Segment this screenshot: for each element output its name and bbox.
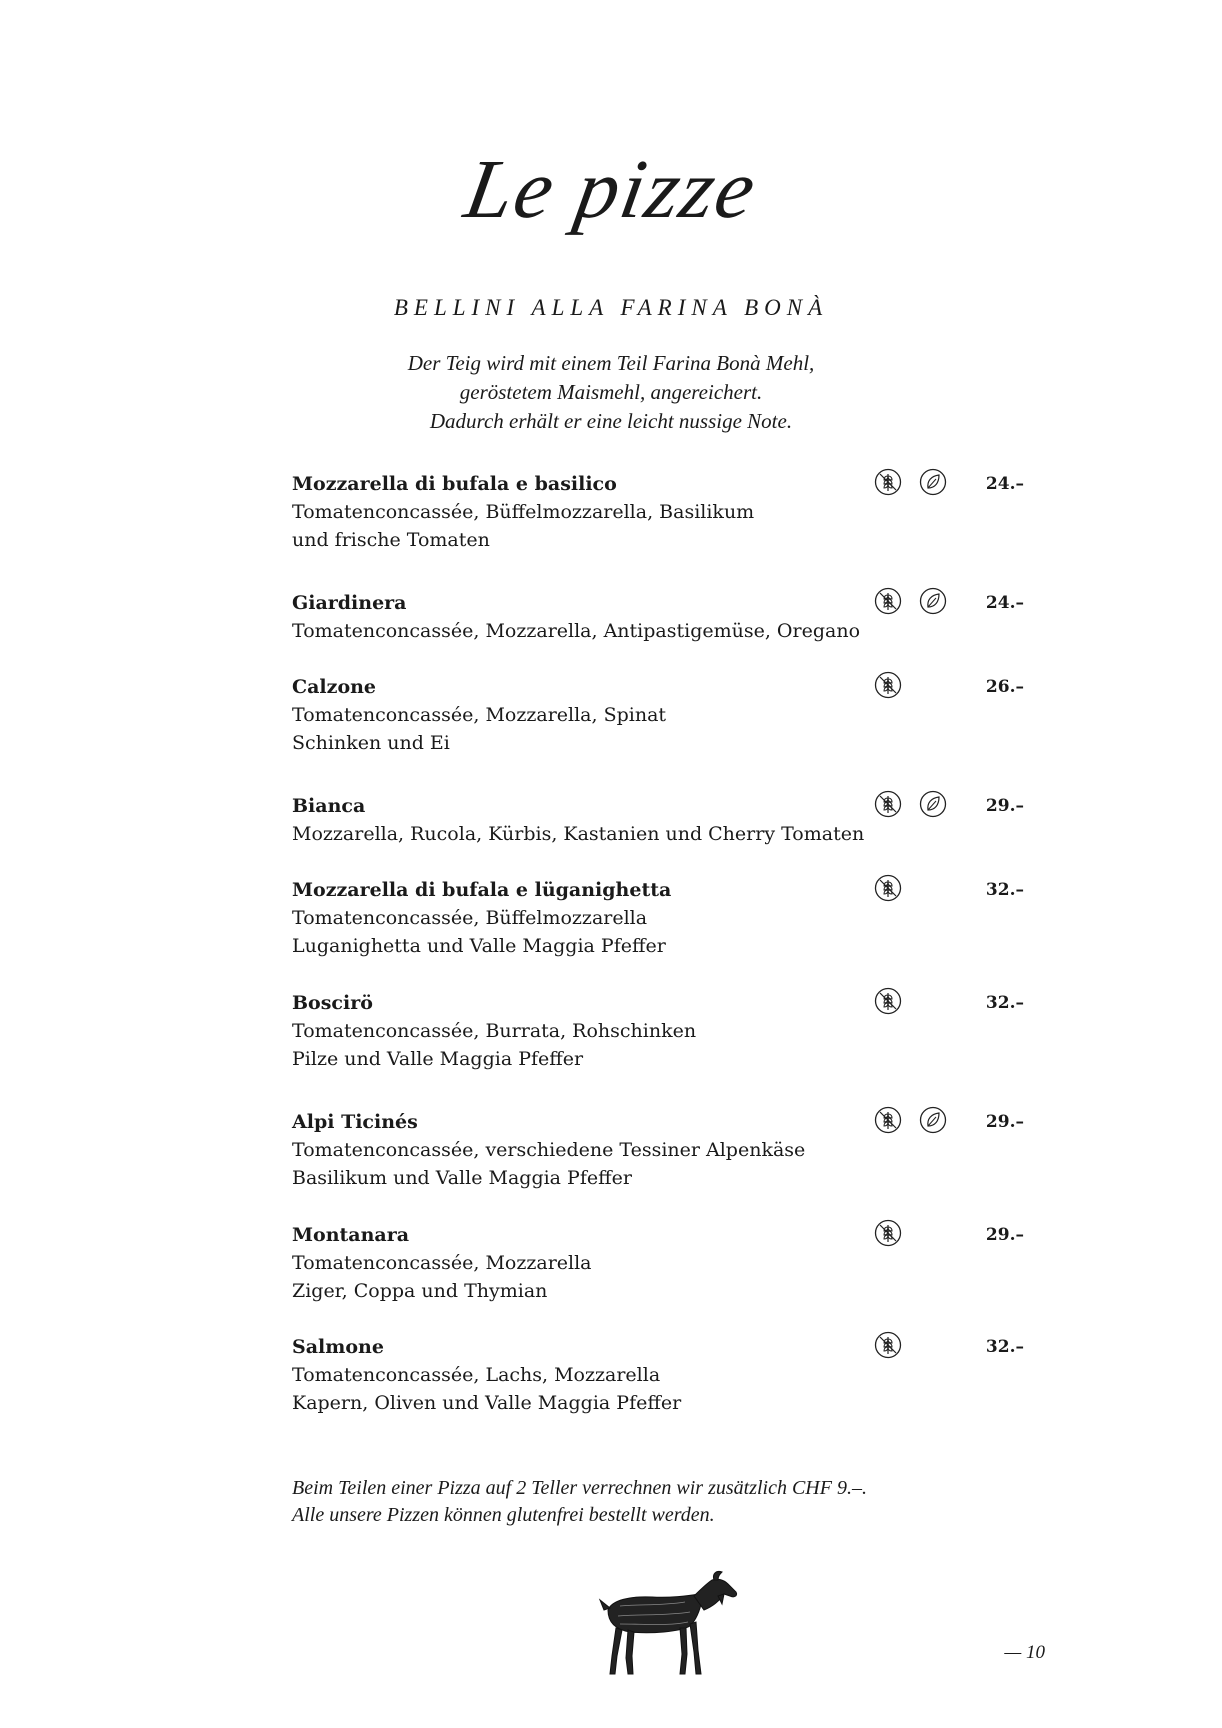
wheat-icon (874, 671, 902, 699)
item-price: 29.– (985, 1225, 1024, 1245)
menu-item (292, 792, 1032, 848)
item-name: Calzone (292, 676, 377, 698)
wheat-icon (874, 468, 902, 496)
intro-line: geröstetem Maismehl, angereichert. (459, 380, 763, 404)
item-description: Tomatenconcassée, verschiedene Tessiner Alpenkäse (292, 1139, 806, 1161)
item-name: Mozzarella di bufala e basilico (292, 473, 617, 495)
goat-illustration (590, 1570, 740, 1680)
item-price: 26.– (985, 677, 1024, 697)
intro-text (0, 349, 1222, 436)
item-price: 24.– (985, 593, 1024, 613)
item-description: Tomatenconcassée, Büffelmozzarella, Basilikum (292, 501, 755, 523)
leaf-icon (919, 1106, 947, 1134)
wheat-icon (874, 790, 902, 818)
leaf-icon (919, 587, 947, 615)
item-description: Tomatenconcassée, Büffelmozzarella (292, 907, 648, 929)
item-name: Alpi Ticinés (292, 1111, 418, 1133)
footnote-line: Beim Teilen einer Pizza auf 2 Teller verrechnen wir zusätzlich CHF 9.–. (292, 1477, 867, 1499)
item-description: und frische Tomaten (292, 529, 490, 551)
item-description: Pilze und Valle Maggia Pfeffer (292, 1048, 584, 1070)
menu-item (292, 876, 1032, 960)
item-description: Tomatenconcassée, Burrata, Rohschinken (292, 1020, 697, 1042)
item-description: Tomatenconcassée, Mozzarella (292, 1252, 592, 1274)
footnote (292, 1475, 1032, 1529)
item-description: Basilikum und Valle Maggia Pfeffer (292, 1167, 632, 1189)
item-name: Giardinera (292, 592, 407, 614)
item-description: Tomatenconcassée, Lachs, Mozzarella (292, 1364, 661, 1386)
menu-item (292, 1108, 1032, 1192)
intro-line: Dadurch erhält er eine leicht nussige Note. (429, 409, 793, 433)
wheat-icon (874, 587, 902, 615)
item-price: 32.– (985, 993, 1024, 1013)
item-name: Bianca (292, 795, 366, 817)
section-subtitle: BELLINI ALLA FARINA BONÀ (393, 295, 829, 320)
item-price: 24.– (985, 474, 1024, 494)
item-price: 29.– (985, 796, 1024, 816)
item-description: Luganighetta und Valle Maggia Pfeffer (292, 935, 666, 957)
menu-item (292, 1221, 1032, 1305)
wheat-icon (874, 874, 902, 902)
wheat-icon (874, 987, 902, 1015)
item-name: Salmone (292, 1336, 384, 1358)
item-description: Ziger, Coppa und Thymian (292, 1280, 548, 1302)
item-name: Boscirö (292, 992, 373, 1014)
wheat-icon (874, 1219, 902, 1247)
item-description: Tomatenconcassée, Mozzarella, Spinat (292, 704, 667, 726)
menu-item (292, 470, 1032, 554)
intro-line: Der Teig wird mit einem Teil Farina Bonà Mehl, (407, 351, 815, 375)
item-price: 29.– (985, 1112, 1024, 1132)
wheat-icon (874, 1331, 902, 1359)
item-description: Mozzarella, Rucola, Kürbis, Kastanien und Cherry Tomaten (292, 823, 865, 845)
leaf-icon (919, 790, 947, 818)
leaf-icon (919, 468, 947, 496)
page-number: — 10 (1004, 1642, 1045, 1663)
menu-item (292, 1333, 1032, 1417)
item-price: 32.– (985, 1337, 1024, 1357)
menu-item (292, 673, 1032, 757)
item-name: Montanara (292, 1224, 410, 1246)
page-title: Le pizze (458, 143, 764, 236)
item-name: Mozzarella di bufala e lüganighetta (292, 879, 672, 901)
item-price: 32.– (985, 880, 1024, 900)
menu-item (292, 589, 1032, 645)
footnote-line: Alle unsere Pizzen können glutenfrei bestellt werden. (292, 1504, 715, 1526)
wheat-icon (874, 1106, 902, 1134)
item-description: Schinken und Ei (292, 732, 450, 754)
item-description: Tomatenconcassée, Mozzarella, Antipastigemüse, Oregano (292, 620, 861, 642)
item-description: Kapern, Oliven und Valle Maggia Pfeffer (292, 1392, 682, 1414)
menu-item (292, 989, 1032, 1073)
